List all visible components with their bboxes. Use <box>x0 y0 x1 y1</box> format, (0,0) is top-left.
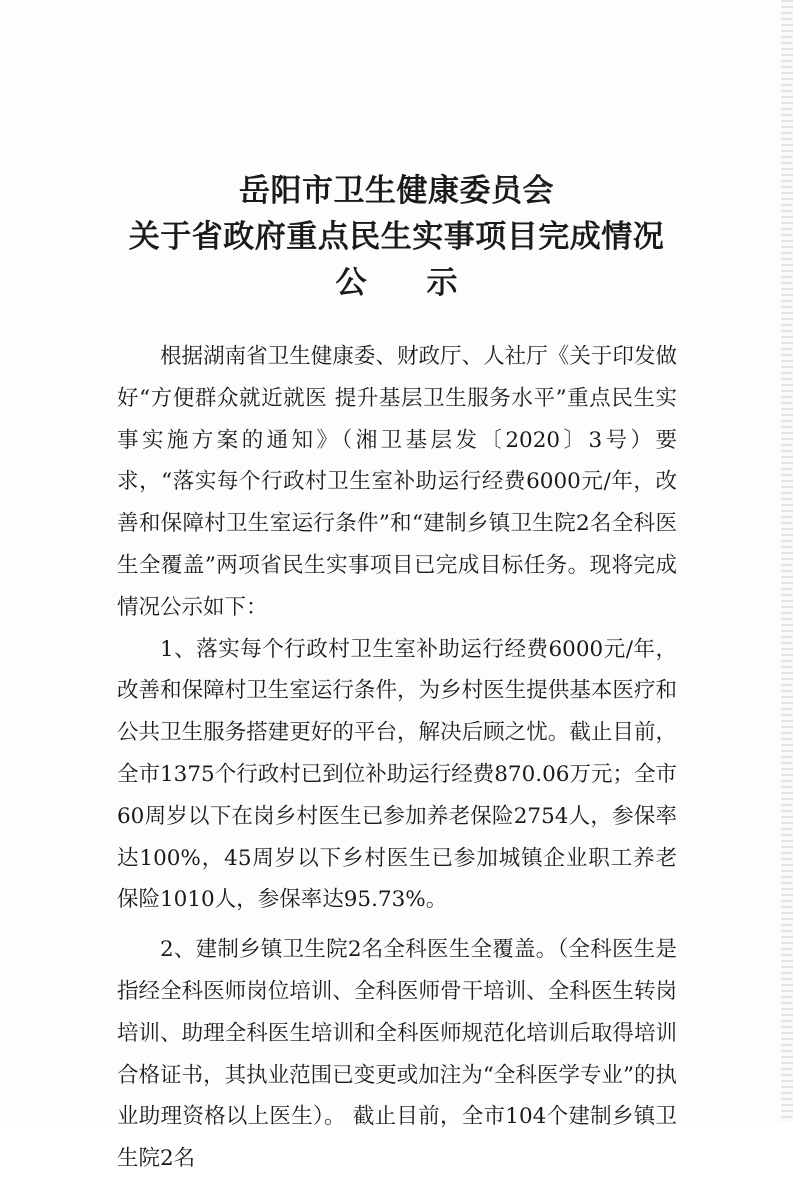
title-line-notice: 公示 <box>335 265 518 301</box>
title-line-subject: 关于省政府重点民生实事项目完成情况 <box>128 219 665 255</box>
paragraph-item-2: 2、建制乡镇卫生院2名全科医生全覆盖。（全科医生是指经全科医师岗位培训、全科医师骨干培训、全科医生转岗培训、助理全科医生培训和全科医师规范化培训后取得培训合格证书，其执业范围已变更或加注为“全科医学专业”的执业助理资格以上医生）。 截止目前，全市104个建制乡镇卫生院2名 <box>117 937 677 1172</box>
title-line-organization: 岳阳市卫生健康委员会 <box>239 173 554 209</box>
paragraph-item-1: 1、落实每个行政村卫生室补助运行经费6000元/年，改善和保障村卫生室运行条件，为乡村医生提供基本医疗和公共卫生服务搭建更好的平台，解决后顾之忧。截止目前，全市1375个行政村已到位补助运行经费870.06万元；全市60周岁以下在岗乡村医生已参加养老保险2754人，参保率达100%，45周岁以下乡村医生已参加城镇企业职工养老保险1010人，参保率达95.73%。 <box>117 636 677 913</box>
document-title <box>0 168 793 306</box>
paragraph-intro: 根据湖南省卫生健康委、财政厅、人社厅《关于印发做好“方便群众就近就医 提升基层卫生服务水平”重点民生实事实施方案的通知》（湘卫基层发〔2020〕3号）要求，“落实每个行政村卫生室补助运行经费6000元/年，改善和保障村卫生室运行条件”和“建制乡镇卫生院2名全科医生全覆盖”两项省民生实事项目已完成目标任务。现将完成情况公示如下： <box>117 344 677 620</box>
document-body <box>117 336 677 1180</box>
